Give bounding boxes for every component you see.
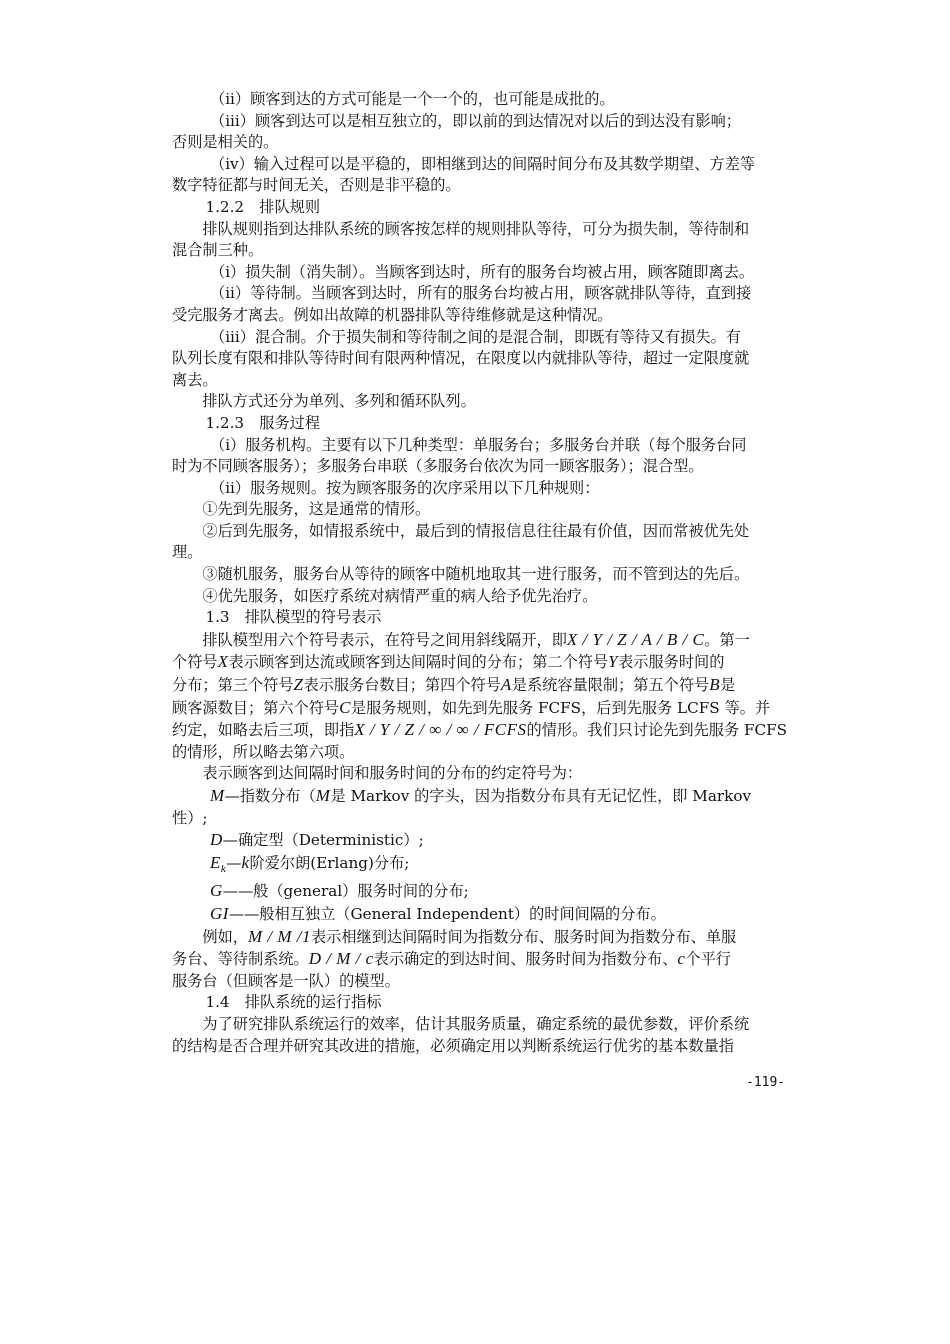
paragraph	[172, 785, 802, 808]
text: 是服务规则，如先到先服务 FCFS，后到先服务 LCFS 等。并	[350, 698, 771, 717]
section-heading: 1.2.2 排队规则	[205, 197, 321, 216]
paragraph: 受完服务才离去。例如出故障的机器排队等待维修就是这种情况。	[172, 305, 613, 324]
math-symbol: M	[210, 786, 225, 805]
paragraph: （i）服务机构。主要有以下几种类型：单服务台；多服务台并联（每个服务台同	[210, 435, 747, 454]
paragraph	[172, 651, 802, 674]
paragraph	[172, 926, 802, 949]
math-symbol: M / M /1	[247, 926, 311, 946]
paragraph	[172, 880, 802, 903]
text: 是 Markov 的字头，因为指数分布具有无记忆性，即 Markov	[330, 787, 752, 805]
text: 表示服务时间的	[618, 653, 725, 672]
text: 表示相继到达间隔时间为指数分布、服务时间为指数分布、单服	[310, 927, 737, 946]
list-item: ②后到先服务，如情报系统中，最后到的情报信息往往最有价值，因而常被优先处	[202, 521, 750, 540]
paragraph: 表示顾客到达间隔时间和服务时间的分布的约定符号为：	[202, 764, 583, 783]
body-text	[172, 89, 802, 1057]
math-symbol: M	[315, 786, 331, 805]
section-heading: 1.2.3 服务过程	[205, 413, 321, 432]
paragraph: 性）;	[172, 808, 208, 827]
math-symbol: c	[677, 949, 686, 969]
text: 个符号	[172, 653, 218, 672]
paragraph: （iii）混合制。介于损失制和等待制之间的是混合制，即既有等待又有损失。有	[210, 327, 741, 346]
math-symbol: X / Y / Z / A / B / C	[566, 629, 705, 649]
paragraph	[172, 719, 802, 742]
paragraph: 为了研究排队系统运行的效率，估计其服务质量，确定系统的最优参数，评价系统	[202, 1014, 750, 1033]
math-symbol: GI	[210, 904, 229, 923]
math-symbol: B	[709, 675, 721, 695]
text: 。第一	[704, 630, 750, 649]
paragraph: 排队方式还分为单列、多列和循环队列。	[202, 392, 476, 411]
section-heading: 1.4 排队系统的运行指标	[205, 993, 382, 1012]
text: —指数分布（	[224, 787, 316, 805]
text: 表示确定的到达时间、服务时间为指数分布、	[373, 950, 678, 969]
paragraph	[172, 852, 802, 881]
math-symbol: D / M / c	[308, 949, 374, 969]
math-symbol: D	[210, 830, 223, 850]
list-item: ①先到先服务，这是通常的情形。	[202, 500, 431, 519]
paragraph: （iv）输入过程可以是平稳的，即相继到达的间隔时间分布及其数学期望、方差等	[210, 154, 755, 173]
paragraph: 离去。	[172, 370, 218, 389]
text: 约定，如略去后三项，即指	[172, 721, 355, 740]
math-symbol: X / Y / Z / ∞ / ∞ / FCFS	[354, 720, 527, 740]
math-symbol: k	[241, 852, 250, 872]
text: 例如，	[202, 927, 248, 946]
math-subscript: k	[220, 862, 227, 875]
paragraph: 数字特征都与时间无关，否则是非平稳的。	[172, 176, 461, 195]
paragraph: 排队规则指到达排队系统的顾客按怎样的规则排队等待，可分为损失制，等待制和	[202, 219, 750, 238]
text: 分布；第三个符号	[172, 676, 294, 695]
paragraph: 的情形，所以略去第六项。	[172, 742, 355, 761]
list-item: ③随机服务，服务台从等待的顾客中随机地取其一进行服务，而不管到达的先后。	[202, 565, 750, 584]
paragraph: （ii）顾客到达的方式可能是一个一个的，也可能是成批的。	[210, 90, 615, 108]
paragraph: 混合制三种。	[172, 241, 264, 260]
math-symbol: X	[217, 652, 229, 672]
text: 务台、等待制系统。	[172, 950, 309, 969]
list-item: 理。	[172, 543, 203, 562]
paragraph: 队列长度有限和排队等待时间有限两种情况，在限度以内就排队等待，超过一定限度就	[172, 349, 750, 368]
paragraph: （iii）顾客到达可以是相互独立的，即以前的到达情况对以后的到达没有影响；	[210, 111, 741, 130]
paragraph: （i）损失制（消失制）。当顾客到达时，所有的服务台均被占用，顾客随即离去。	[210, 262, 755, 281]
text: 个平行	[685, 950, 731, 969]
paragraph: 的结构是否合理并研究其改进的措施，必须确定用以判断系统运行优劣的基本数量指	[172, 1036, 734, 1055]
paragraph: 否则是相关的。	[172, 133, 279, 152]
math-symbol: C	[339, 697, 351, 717]
math-symbol: E	[210, 852, 221, 872]
paragraph: （ii）服务规则。按为顾客服务的次序采用以下几种规则：	[210, 478, 600, 497]
page-number: -119-	[746, 1075, 786, 1090]
math-symbol: Y	[608, 652, 619, 672]
text: ——般（general）服务时间的分布;	[222, 882, 469, 901]
math-symbol: Z	[293, 675, 304, 695]
paragraph: 时为不同顾客服务）；多服务台串联（多服务台依次为同一顾客服务）；混合型。	[172, 457, 704, 476]
paragraph	[172, 903, 802, 926]
text: —确定型（Deterministic）;	[222, 831, 424, 850]
text: 顾客源数目；第六个符号	[172, 698, 340, 717]
text: 表示顾客到达流或顾客到达间隔时间的分布；第二个符号	[228, 653, 609, 672]
text: 排队模型用六个符号表示，在符号之间用斜线隔开，即	[202, 630, 567, 649]
text: ——般相互独立（General Independent）的时间间隔的分布。	[228, 905, 666, 923]
paragraph	[172, 674, 802, 697]
paragraph	[172, 829, 802, 852]
section-heading: 1.3 排队模型的符号表示	[205, 608, 382, 627]
text: 表示服务台数目；第四个符号	[303, 676, 501, 695]
list-item: ④优先服务，如医疗系统对病情严重的病人给予优先治疗。	[202, 586, 598, 605]
paragraph: （ii）等待制。当顾客到达时，所有的服务台均被占用，顾客就排队等待，直到接	[210, 284, 752, 303]
paragraph	[172, 629, 802, 652]
math-symbol: G	[210, 881, 223, 901]
text: 阶爱尔朗(Erlang)分布;	[249, 853, 410, 872]
text: 是	[720, 676, 736, 695]
text: 是系统容量限制；第五个符号	[511, 676, 710, 695]
text: 的情形。我们只讨论先到先服务 FCFS	[526, 721, 788, 740]
paragraph	[172, 697, 802, 720]
text: —	[226, 853, 242, 872]
paragraph	[172, 948, 802, 971]
math-symbol: A	[500, 675, 512, 695]
paragraph: 服务台（但顾客是一队）的模型。	[172, 971, 400, 990]
